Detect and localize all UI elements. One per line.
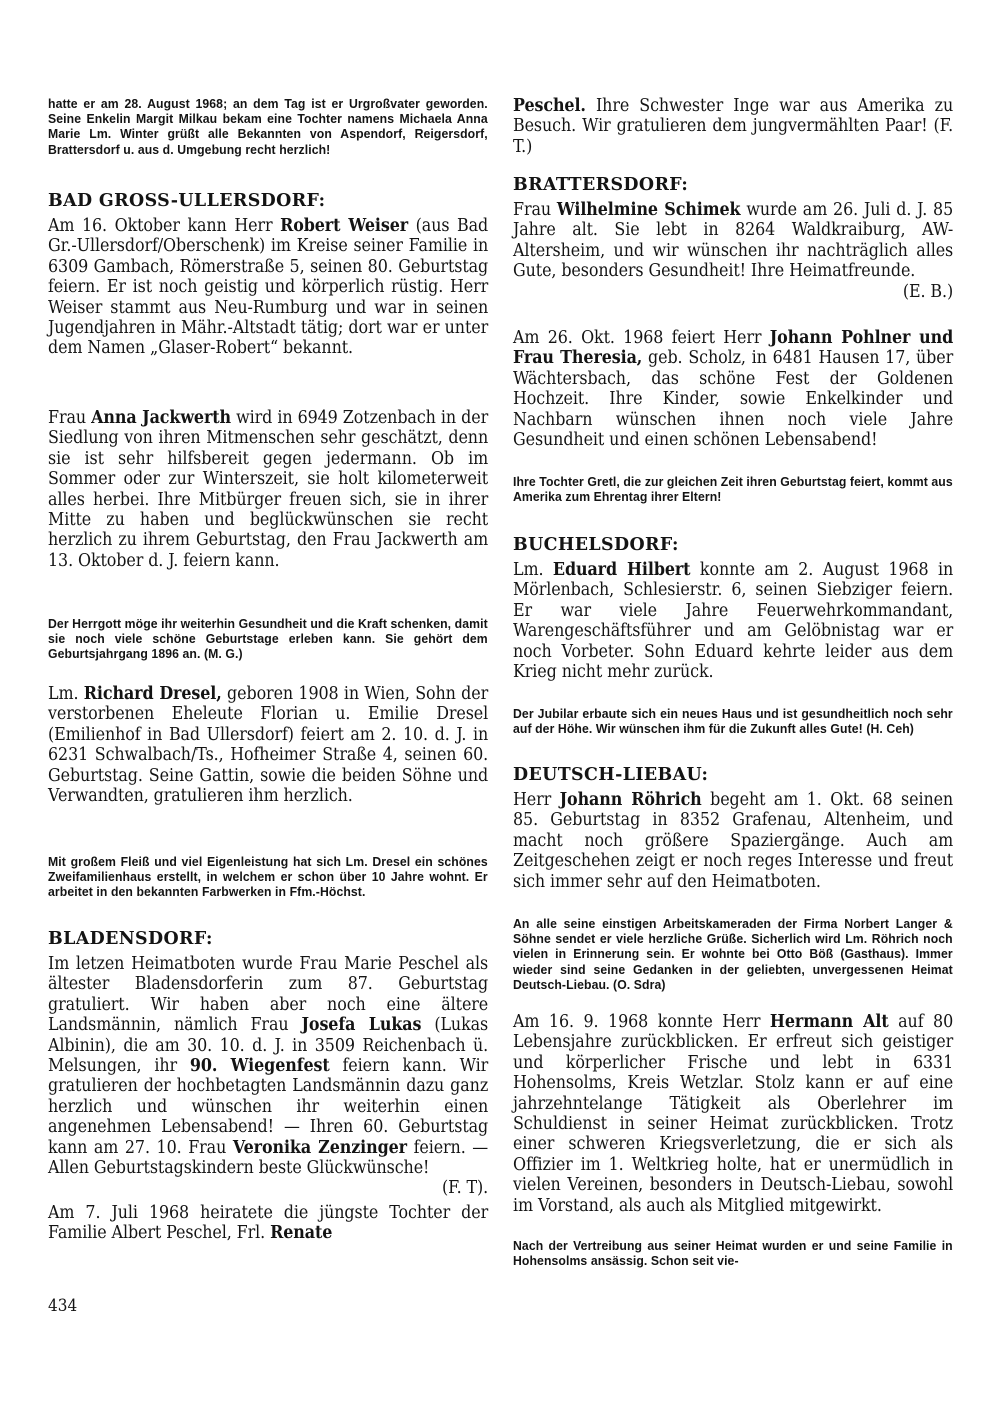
person-name: Richard Dresel, bbox=[83, 684, 222, 704]
person-name: Peschel. bbox=[513, 96, 586, 116]
text: Am 16. Oktober kann Herr bbox=[48, 216, 281, 236]
text: Ihre Schwester Inge war aus Amerika zu Besuch. Wir gratulieren dem jungvermählten Paar! (F. T.) bbox=[513, 96, 954, 157]
article-paragraph bbox=[48, 1203, 488, 1244]
person-name: Johann Röhrich bbox=[559, 790, 702, 810]
article-note: An alle seine einstigen Arbeitskameraden der Firma Norbert Langer & Söhne sendet er viele herzliche Grüße. Sicherlich wird Lm. Röhrich noch vielen in Erinnerung sein. Er wohnte bei Otto Böß (Gasthaus). Immer wieder sind seine Gedanken in der geliebten, unvergessenen Heimat Deutsch-Liebau. (O. Sdra) bbox=[513, 916, 953, 992]
section-brattersdorf bbox=[513, 174, 953, 520]
person-name: Anna Jackwerth bbox=[91, 408, 231, 428]
text: Im letzen Heimatboten wurde Frau Marie Peschel als ältester Bladensdorferin zum 87. Geburtstag gratuliert. Wir haben aber noch eine ältere Landsmännin, nämlich Frau bbox=[48, 954, 489, 1036]
section-heading: BUCHELSDORF: bbox=[513, 535, 679, 555]
article-paragraph bbox=[513, 328, 953, 472]
section-deutsch-liebau bbox=[513, 764, 953, 1268]
text: begeht am 1. Okt. 68 seinen 85. Geburtstag in 8352 Grafenau, Altenheim, und macht noch größere Spaziergänge. Auch am Zeitgeschehen zeigt er noch reges Interesse und freut sich immer sehr auf den Heimatboten. bbox=[513, 790, 954, 892]
article-paragraph bbox=[48, 216, 488, 400]
article-paragraph bbox=[48, 954, 488, 1199]
article-paragraph bbox=[513, 96, 953, 160]
text: Am 16. 9. 1968 konnte Herr bbox=[513, 1012, 770, 1032]
article-paragraph bbox=[48, 408, 488, 612]
section-bad-gross-ullersdorf bbox=[48, 190, 488, 916]
page-number: 434 bbox=[48, 1296, 78, 1316]
section-heading: BRATTERSDORF: bbox=[513, 175, 689, 195]
text: auf 80 Lebensjahre zurückblicken. Er erfreut sich geistiger und körperlicher Frische und lebt in 6331 Hohensolms, Kreis Wetzlar. Stolz kann er auf eine jahrzehntelange Tätigkeit als Oberlehrer im Schuldienst in seiner Heimat zurückblicken. Trotz einer schweren Kriegsverletzung, die er sich als Offizier im 1. Weltkrieg holte, hat er unermüdlich in vielen Vereinen, besonders in Deutsch-Liebau, sowohl im Vorstand, als auch als Mitglied mitgewirkt. bbox=[513, 1012, 954, 1216]
text: Herr bbox=[513, 790, 560, 810]
person-name: Johann Pohlner und Frau Theresia, bbox=[513, 328, 954, 369]
article-note: Ihre Tochter Gretl, die zur gleichen Zeit ihren Geburtstag feiert, kommt aus Amerika zum Ehrentag ihrer Eltern! bbox=[513, 474, 953, 505]
text: feiern. — Allen Geburtstagskindern beste Glückwünsche! bbox=[48, 1137, 489, 1179]
text: konnte am 2. August 1968 in Mörlenbach, Schlesierstr. 6, seinen Siebziger feiern. Er war viele Jahre Feuerwehrkommandant, Warengeschäftsführer und am Gelöbnistag war er noch Vorbeter. Sohn Eduard kehrte leider aus dem Krieg nicht mehr zurück. bbox=[513, 560, 954, 683]
person-name: Hermann Alt bbox=[769, 1012, 889, 1032]
article-note: Mit großem Fleiß und viel Eigenleistung hat sich Lm. Dresel ein schönes Zweifamilienhaus erstellt, in welchem er schon über 10 Jahre wohnt. Er arbeitet in den bekannten Farbwerken in Ffm.-Höchst. bbox=[48, 854, 488, 900]
text: wird in 6949 Zotzenbach in der Siedlung von ihren Mitmenschen sehr geschätzt, denn sie ist sehr hilfsbereit gegen jedermann. Ob im Sommer oder zur Winterszeit, sie holt kilometerweit alles herbei. Ihre Mitbürger freuen sich, sie in ihrer Mitte zu haben und beglückwünschen sie recht herzlich zu ihrem Geburtstag, den Frau Jackwerth am 13. Oktober d. J. feiern kann. bbox=[48, 408, 489, 571]
text: Am 7. Juli 1968 heiratete die jüngste Tochter der Familie Albert Peschel, Frl. bbox=[48, 1202, 489, 1244]
article-paragraph bbox=[513, 200, 953, 324]
text: (aus Bad Gr.-Ullersdorf/Oberschenk) im Kreise seiner Familie in 6309 Gambach, Römerstraße 5, seinen 80. Geburtstag feiern. Er ist noch geistig und körperlich rüstig. Herr Weiser stammt aus Neu-Rumburg und war in seinen Jugendjahren in Mähr.-Altstadt tätig; dort war er unter dem Namen „Glaser-Robert“ bekannt. bbox=[48, 216, 489, 359]
section-heading: BAD GROSS-ULLERSDORF: bbox=[48, 191, 326, 211]
occasion: 90. Wiegenfest bbox=[189, 1056, 330, 1077]
person-name: Josefa Lukas bbox=[301, 1015, 422, 1036]
person-name: Eduard Hilbert bbox=[552, 560, 691, 580]
article-note: Nach der Vertreibung aus seiner Heimat wurden er und seine Familie in Hohensolms ansässig. Schon seit vie- bbox=[513, 1238, 953, 1269]
section-heading: DEUTSCH-LIEBAU: bbox=[513, 765, 709, 785]
person-name: Wilhelmine Schimek bbox=[556, 200, 741, 220]
text: Frau bbox=[513, 200, 557, 220]
text: Lm. bbox=[48, 684, 84, 704]
article-note: Der Jubilar erbaute sich ein neues Haus und ist gesundheitlich noch sehr auf der Höhe. Wir wünschen ihm für die Zukunft alles Gute! (H. Ceh) bbox=[513, 706, 953, 737]
article-note: Der Herrgott möge ihr weiterhin Gesundheit und die Kraft schenken, damit sie noch viele schöne Geburtstage erleben kann. Sie gehört dem Geburtsjahrgang 1896 an. (M. G.) bbox=[48, 616, 488, 662]
article-paragraph bbox=[513, 1012, 953, 1236]
text: (Lukas Albinin), die am 30. 10. d. J. in 3509 Reichenbach ü. Melsungen, ihr bbox=[48, 1015, 489, 1077]
article-paragraph bbox=[513, 560, 953, 704]
section-buchelsdorf bbox=[513, 534, 953, 752]
intro-note: hatte er am 28. August 1968; an dem Tag ist er Urgroßvater geworden. Seine Enkelin Margit Milkau bekam eine Tochter namens Michaela Anna Marie Lm. Winter grüßt alle Bekannten von Aspendorf, Reigersdorf, Brattersdorf u. aus d. Umgebung recht herzlich! bbox=[48, 96, 488, 157]
text: geboren 1908 in Wien, Sohn der verstorbenen Eheleute Florian u. Emilie Dresel (Emilienhof in Bad Ullersdorf) feiert am 2. 10. d. J. in 6231 Schwalbach/Ts., Hofheimer Straße 4, seinen 60. Geburtstag. Seine Gattin, sowie die beiden Söhne und Verwandten, gratulieren ihm herzlich. bbox=[48, 684, 489, 807]
right-column bbox=[513, 96, 953, 1268]
text: Lm. bbox=[513, 560, 553, 580]
person-name: Robert Weiser bbox=[280, 216, 409, 236]
article-paragraph bbox=[48, 684, 488, 848]
person-name: Veronika Zenzinger bbox=[232, 1137, 407, 1158]
text: geb. Scholz, in 6481 Hausen 17, über Wächtersbach, das schöne Fest der Goldenen Hochzeit. Ihre Kinder, sowie Enkelkinder und Nachbarn wünschen ihnen noch viele Jahre Gesundheit und einen schönen Lebensabend! bbox=[513, 348, 954, 451]
text: Am 26. Okt. 1968 feiert Herr bbox=[513, 328, 770, 348]
author-initials: (E. B.) bbox=[902, 281, 954, 302]
section-heading: BLADENSDORF: bbox=[48, 929, 213, 949]
left-column bbox=[48, 96, 488, 1244]
article-paragraph bbox=[513, 790, 953, 914]
text: wurde am 26. Juli d. J. 85 Jahre alt. Sie lebt in 8264 Waldkraiburg, AW-Altersheim, und wir wünschen ihr nachträglich alles Gute, besonders Gesundheit! Ihre Heimatfreunde. bbox=[513, 200, 954, 282]
author-initials: (F. T). bbox=[441, 1178, 489, 1199]
text: Frau bbox=[48, 408, 92, 428]
section-bladensdorf bbox=[48, 928, 488, 1244]
person-name: Renate bbox=[270, 1223, 333, 1244]
text: feiern kann. Wir gratulieren der hochbetagten Landsmännin dazu ganz herzlich und wünschen ihr weiterhin einen angenehmen Lebensabend! — Ihren 60. Geburtstag kann am 27. 10. Frau bbox=[48, 1056, 489, 1158]
